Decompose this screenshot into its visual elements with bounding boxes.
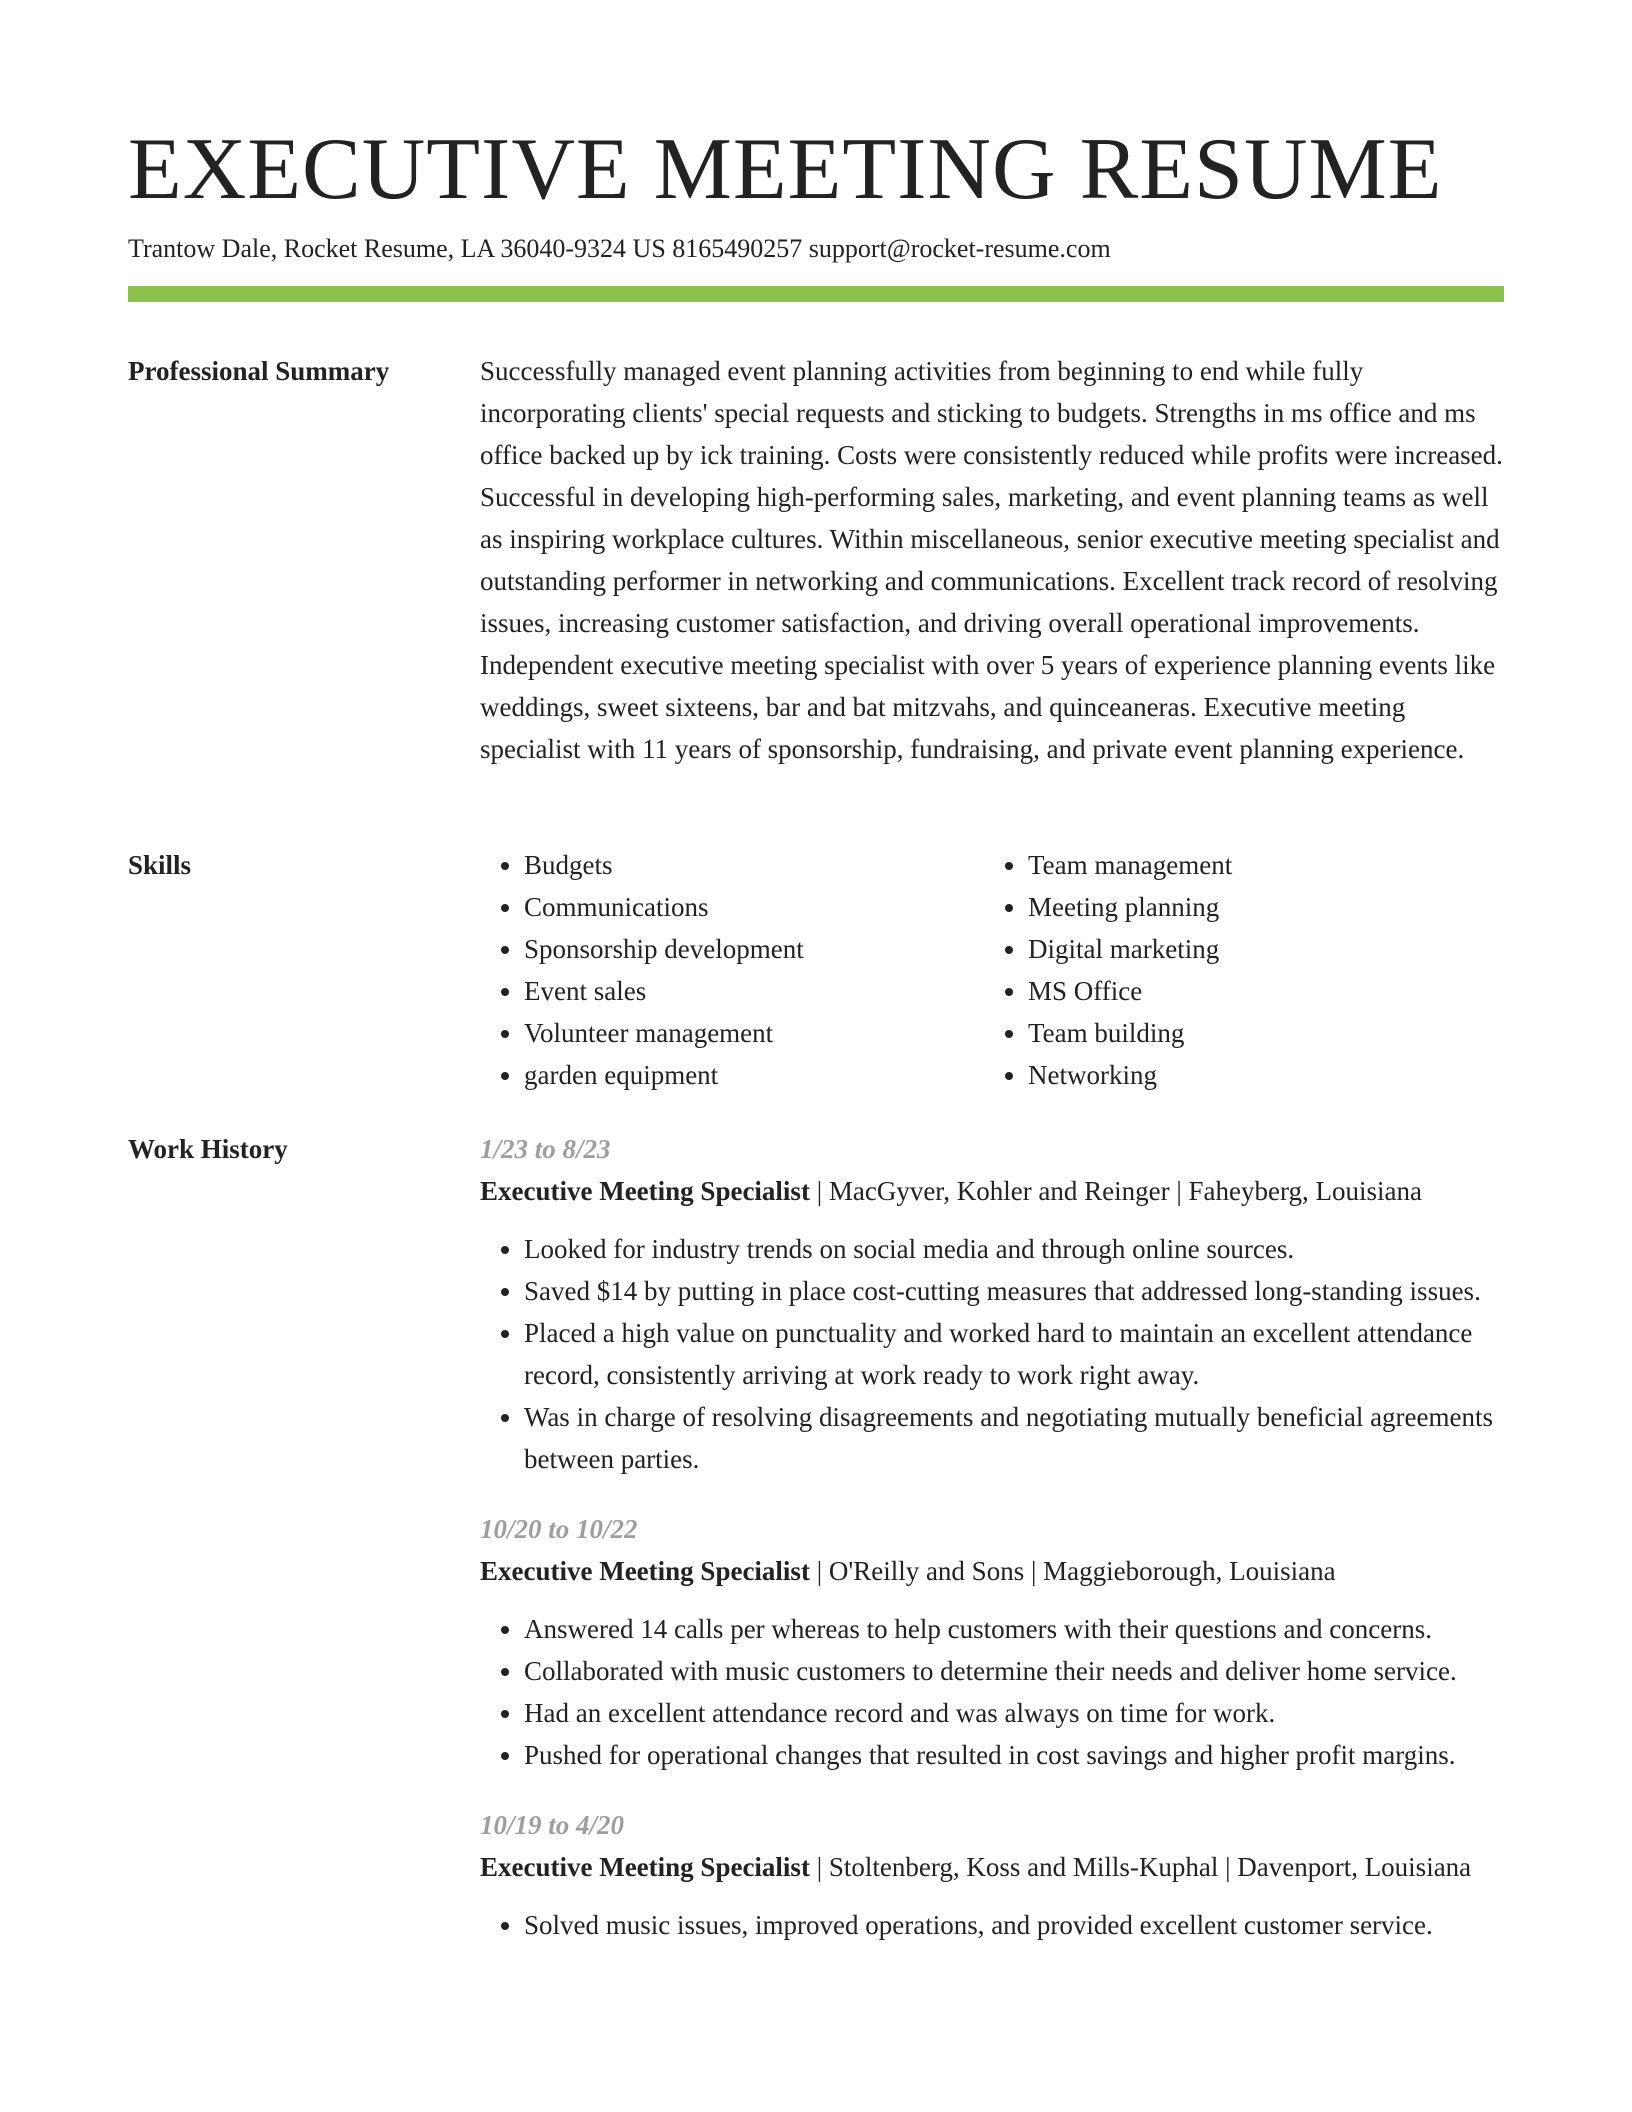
skill-item: • garden equipment xyxy=(524,1054,984,1096)
skill-item: • Networking xyxy=(1028,1054,1488,1096)
skill-item: • Team management xyxy=(1028,844,1488,886)
summary-heading: Professional Summary xyxy=(128,356,390,386)
job-bullet: • Was in charge of resolving disagreements and negotiating mutually beneficial agreements between parties. xyxy=(524,1396,1504,1480)
job-bullet: • Solved music issues, improved operations, and provided excellent customer service. xyxy=(524,1904,1504,1946)
skills-column-left xyxy=(480,844,984,1096)
job-bullet: • Pushed for operational changes that resulted in cost savings and higher profit margins. xyxy=(524,1734,1504,1776)
job-bullet: • Collaborated with music customers to determine their needs and deliver home service. xyxy=(524,1650,1504,1692)
job-bullets xyxy=(480,1904,1504,1946)
skills-column-right xyxy=(984,844,1488,1096)
contact-line: Trantow Dale, Rocket Resume, LA 36040-9324 US 8165490257 support@rocket-resume.com xyxy=(128,234,1111,263)
skills-heading: Skills xyxy=(128,850,192,880)
skill-item: • Team building xyxy=(1028,1012,1488,1054)
skill-item: • Communications xyxy=(524,886,984,928)
job-bullets xyxy=(480,1228,1504,1480)
job-entry xyxy=(480,1804,1504,1946)
summary-text: Successfully managed event planning activities from beginning to end while fully incorporating clients' special requests and sticking to budgets. Strengths in ms office and ms office backed up by ick training. Costs were consistently reduced while profits were increased. Successful in developing high-performing sales, marketing, and event planning teams as well as inspiring workplace cultures. Within miscellaneous, senior executive meeting specialist and outstanding performer in networking and communications. Excellent track record of resolving issues, increasing customer satisfaction, and driving overall operational improvements. Independent executive meeting specialist with over 5 years of experience planning events like weddings, sweet sixteens, bar and bat mitzvahs, and quinceaneras. Executive meeting specialist with 11 years of sponsorship, fundraising, and private event planning experience. xyxy=(480,356,1503,764)
job-heading xyxy=(480,1170,1504,1212)
job-bullet: • Had an excellent attendance record and was always on time for work. xyxy=(524,1692,1504,1734)
job-title: Executive Meeting Specialist xyxy=(480,1556,810,1586)
skills-columns xyxy=(480,844,1504,1096)
job-title: Executive Meeting Specialist xyxy=(480,1176,810,1206)
job-details: | Stoltenberg, Koss and Mills-Kuphal | Davenport, Louisiana xyxy=(809,1852,1472,1882)
job-title: Executive Meeting Specialist xyxy=(480,1852,810,1882)
job-bullet: • Looked for industry trends on social media and through online sources. xyxy=(524,1228,1504,1270)
job-entry xyxy=(480,1508,1504,1776)
skill-item: • Volunteer management xyxy=(524,1012,984,1054)
job-dates: 1/23 to 8/23 xyxy=(480,1134,611,1164)
skill-item: • MS Office xyxy=(1028,970,1488,1012)
job-bullet: • Saved $14 by putting in place cost-cutting measures that addressed long-standing issues. xyxy=(524,1270,1504,1312)
job-bullet: • Placed a high value on punctuality and worked hard to maintain an excellent attendance record, consistently arriving at work ready to work right away. xyxy=(524,1312,1504,1396)
skill-item: • Meeting planning xyxy=(1028,886,1488,928)
skill-item: • Event sales xyxy=(524,970,984,1012)
work-history-body xyxy=(480,1128,1504,1974)
work-history-heading: Work History xyxy=(128,1134,288,1164)
job-entry xyxy=(480,1128,1504,1480)
job-heading xyxy=(480,1550,1504,1592)
job-dates: 10/20 to 10/22 xyxy=(480,1514,638,1544)
resume-title: EXECUTIVE MEETING RESUME xyxy=(128,121,1443,218)
job-bullet: • Answered 14 calls per whereas to help customers with their questions and concerns. xyxy=(524,1608,1504,1650)
job-details: | O'Reilly and Sons | Maggieborough, Louisiana xyxy=(809,1556,1336,1586)
summary-body xyxy=(480,350,1504,770)
job-bullets xyxy=(480,1608,1504,1776)
job-dates: 10/19 to 4/20 xyxy=(480,1810,625,1840)
skill-item: • Digital marketing xyxy=(1028,928,1488,970)
skills-body xyxy=(480,844,1504,1096)
accent-rule xyxy=(128,286,1504,302)
job-heading xyxy=(480,1846,1504,1888)
job-details: | MacGyver, Kohler and Reinger | Faheyberg, Louisiana xyxy=(809,1176,1422,1206)
skill-item: • Sponsorship development xyxy=(524,928,984,970)
skill-item: • Budgets xyxy=(524,844,984,886)
